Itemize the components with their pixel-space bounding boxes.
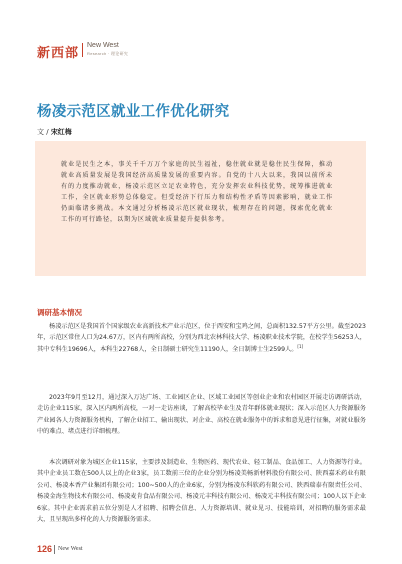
- magazine-logo-subtitle: Research · 理论研究: [87, 51, 129, 56]
- body-paragraph-2: 2023年9月至12月，通过深入万达广场、工业园区企业、区域工业园区等创业企业和农村园区开展走访调研活动，走访企业115家，深入区内两所高校，一对一走访座谈，了解高校毕业生及青年群体就业现状；深入示范区人力资源服务产业园各人力资源服务机构，了解企业招工、输出现状、对企业、高校在就业服务中的诉求和意见进行征集，对就业服务中的难点、堵点进行详细梳理。: [37, 394, 366, 436]
- paragraph-text: 杨凌示范区是我国首个国家级农业高新技术产业示范区，位于西安和宝鸡之间，总面积132.57平方公里。截至2023年，示范区常住人口为24.67万，区内有两所高校，分别为西北农林科技大学、杨凌职业技术学院，在校学生56253人，其中专科生19696人，本科生22768人，全日制硕士研究生11190人，全日制博士生2599人。: [37, 323, 366, 353]
- abstract-text: 就业是民生之本，事关千千万万个家庭的民生福祉，稳住就业就是稳住民生保障，推动就业高质量发展是我国经济高质量发展的重要内容。自党的十八大以来，我国以前所未有的力度推动就业，杨凌示范区立足农业特色，充分发挥农业科技优势，统筹推进就业工作，全区就业形势总体稳定。但受经济下行压力和结构性矛盾等因素影响，就业工作仍面临诸多挑战。本文通过分析杨凌示范区就业现状，梳理存在的问题，探索优化就业工作的可行路径，以期为区域就业质量提升提供参考。: [61, 161, 333, 223]
- logo-divider: [82, 43, 83, 57]
- footer-divider: [54, 545, 55, 554]
- magazine-logo-en: New West: [87, 42, 119, 49]
- footer-magazine-name: New West: [58, 546, 83, 552]
- author-name: 宋红梅: [50, 128, 72, 136]
- body-paragraph-1: [37, 321, 366, 355]
- citation-mark: [1]: [297, 343, 304, 349]
- section-heading: 调研基本情况: [37, 308, 82, 317]
- page-number: 126: [37, 544, 53, 554]
- author-line: [37, 127, 72, 137]
- article-title: 杨凌示范区就业工作优化研究: [37, 104, 230, 120]
- author-prefix: 文 /: [37, 128, 51, 136]
- abstract-box: [35, 141, 366, 276]
- magazine-logo-cn: 新西部: [37, 46, 80, 61]
- body-paragraph-3: 本次调研对象为城区企业115家，主要涉及制造业、生物医药、现代农业、轻工制品、食品加工、人力资源等行业。其中企业员工数在500人以上的企业3家，员工数前三位的企业分别为杨凌美畅新材料股份有限公司、陕西嘉禾药业有限公司、杨凌本香产业集团有限公司；100~500人的企业6家，分别为杨凌东科软药有限公司、陕西瑞泰有限责任公司、杨凌金海生物技术有限公司、杨凌麦肯食品有限公司、杨凌元丰科技有限公司、杨凌元丰科技有限公司；100人以下企业6家。其中企业需求前五位分别是人才招聘、招聘会信息、人力资源培训、就业见习、技能培训，对招聘的服务需求最大，且呈现出多样化的人力资源服务需求。: [37, 459, 366, 524]
